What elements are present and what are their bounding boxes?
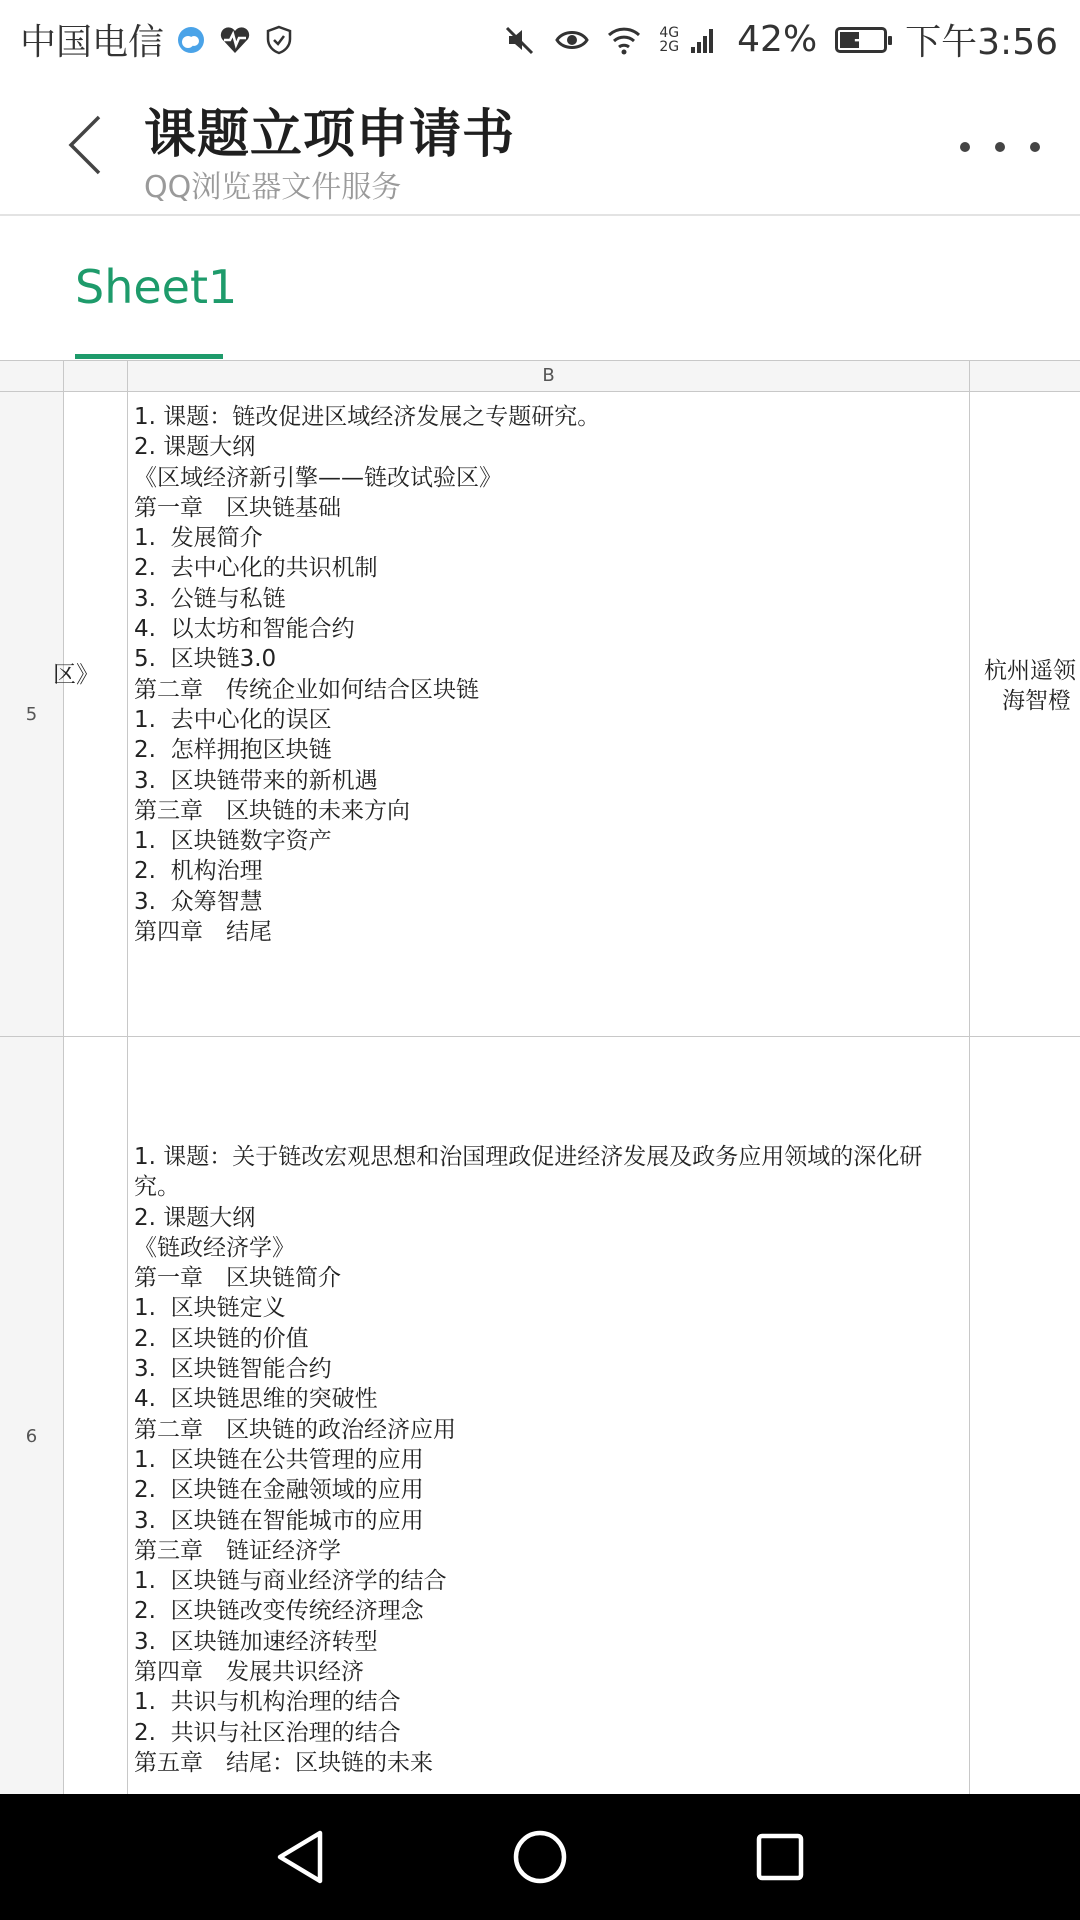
cell-c5-line1: 杭州遥领 xyxy=(984,658,1076,684)
row-header-5[interactable]: 5 xyxy=(0,392,64,1037)
spreadsheet-grid[interactable] xyxy=(0,360,1080,1794)
table-row-5 xyxy=(0,392,1080,1037)
cell-a5-text: 区》 xyxy=(53,662,99,688)
status-bar-left xyxy=(20,14,296,65)
system-nav-bar xyxy=(0,1794,1080,1920)
status-bar-right xyxy=(503,14,1058,65)
column-header-b[interactable]: B xyxy=(128,360,970,392)
more-options-button[interactable] xyxy=(960,127,1040,167)
row-header-6[interactable]: 6 xyxy=(0,1037,64,1837)
app-header xyxy=(0,72,1080,216)
network-type-bottom: 2G xyxy=(659,38,680,55)
recents-square-icon xyxy=(756,1833,804,1881)
column-header-c[interactable] xyxy=(970,360,1080,392)
cell-a6[interactable] xyxy=(64,1037,128,1837)
clock: 下午3:56 xyxy=(905,22,1058,63)
cell-a5[interactable] xyxy=(53,392,128,1037)
nav-recents-button[interactable] xyxy=(745,1822,815,1892)
column-header-a[interactable] xyxy=(64,360,128,392)
sheet-tabs xyxy=(0,216,1080,360)
cell-b5[interactable] xyxy=(128,392,970,1037)
cell-b6[interactable] xyxy=(128,1037,970,1837)
signal-icon xyxy=(685,23,719,57)
cell-c6[interactable] xyxy=(970,1037,1080,1837)
more-dot xyxy=(1030,142,1040,152)
battery-percent: 42% xyxy=(737,19,818,60)
status-bar xyxy=(0,0,1080,72)
page-subtitle: QQ浏览器文件服务 xyxy=(144,170,402,205)
tab-active-indicator xyxy=(75,354,223,359)
shield-check-icon xyxy=(262,23,296,57)
battery-charging-icon: + xyxy=(835,27,887,53)
network-type xyxy=(659,26,679,54)
nav-home-button[interactable] xyxy=(505,1822,575,1892)
cell-b6-text: 1. 课题：关于链改宏观思想和治国理政促进经济发展及政务应用领域的深化研究。 2. 课题大纲 《链政经济学》 第一章 区块链简介 1. 区块链定义 2. 区块链的价值 3. 区块链智能合约 4. 区块链思维的突破性 第二章 区块链的政治经济应用 1. 区块链在公共管理的应用 2. 区块链在金融领域的应用 3. 区块链在智能城市的应用 第三章 链证经济学 1. 区块链与商业经济学的结合 2. 区块链改变传统经济理念 3. 区块链加速经济转型 第四章 发展共识经济 1. 共识与机构治理的结合 2. 共识与社区治理的结合 第五章 结尾：区块链的未来 xyxy=(134,1144,923,1776)
more-dot xyxy=(995,142,1005,152)
cell-c5[interactable] xyxy=(970,392,1080,1037)
network-type-top: 4G xyxy=(659,24,680,41)
heart-pulse-icon xyxy=(218,23,252,57)
back-triangle-icon xyxy=(274,1829,326,1885)
carrier-label: 中国电信 xyxy=(20,22,165,63)
table-row-6 xyxy=(0,1037,1080,1837)
cell-b5-text: 1. 课题：链改促进区域经济发展之专题研究。 2. 课题大纲 《区域经济新引擎——链改试验区》 第一章 区块链基础 1. 发展简介 2. 去中心化的共识机制 3. 公链与私链 4. 以太坊和智能合约 5. 区块链3.0 第二章 传统企业如何结合区块链 1. 去中心化的误区 2. 怎样拥抱区块链 3. 区块链带来的新机遇 第三章 区块链的未来方向 1. 区块链数字资产 2. 机构治理 3. 众筹智慧 第四章 结尾 xyxy=(134,404,601,946)
eye-icon xyxy=(555,23,589,57)
back-button[interactable] xyxy=(50,100,120,190)
page-title: 课题立项申请书 xyxy=(144,105,516,165)
select-all-corner[interactable] xyxy=(0,360,64,392)
cell-c5-line2: 海智橙 xyxy=(1002,688,1071,714)
wifi-icon xyxy=(607,23,641,57)
chevron-left-icon xyxy=(67,114,103,176)
cloud-icon xyxy=(174,23,208,57)
more-dots-icon xyxy=(960,142,970,152)
nav-back-button[interactable] xyxy=(265,1822,335,1892)
tab-sheet1[interactable]: Sheet1 xyxy=(75,260,238,314)
home-circle-icon xyxy=(512,1829,568,1885)
mute-icon xyxy=(503,23,537,57)
